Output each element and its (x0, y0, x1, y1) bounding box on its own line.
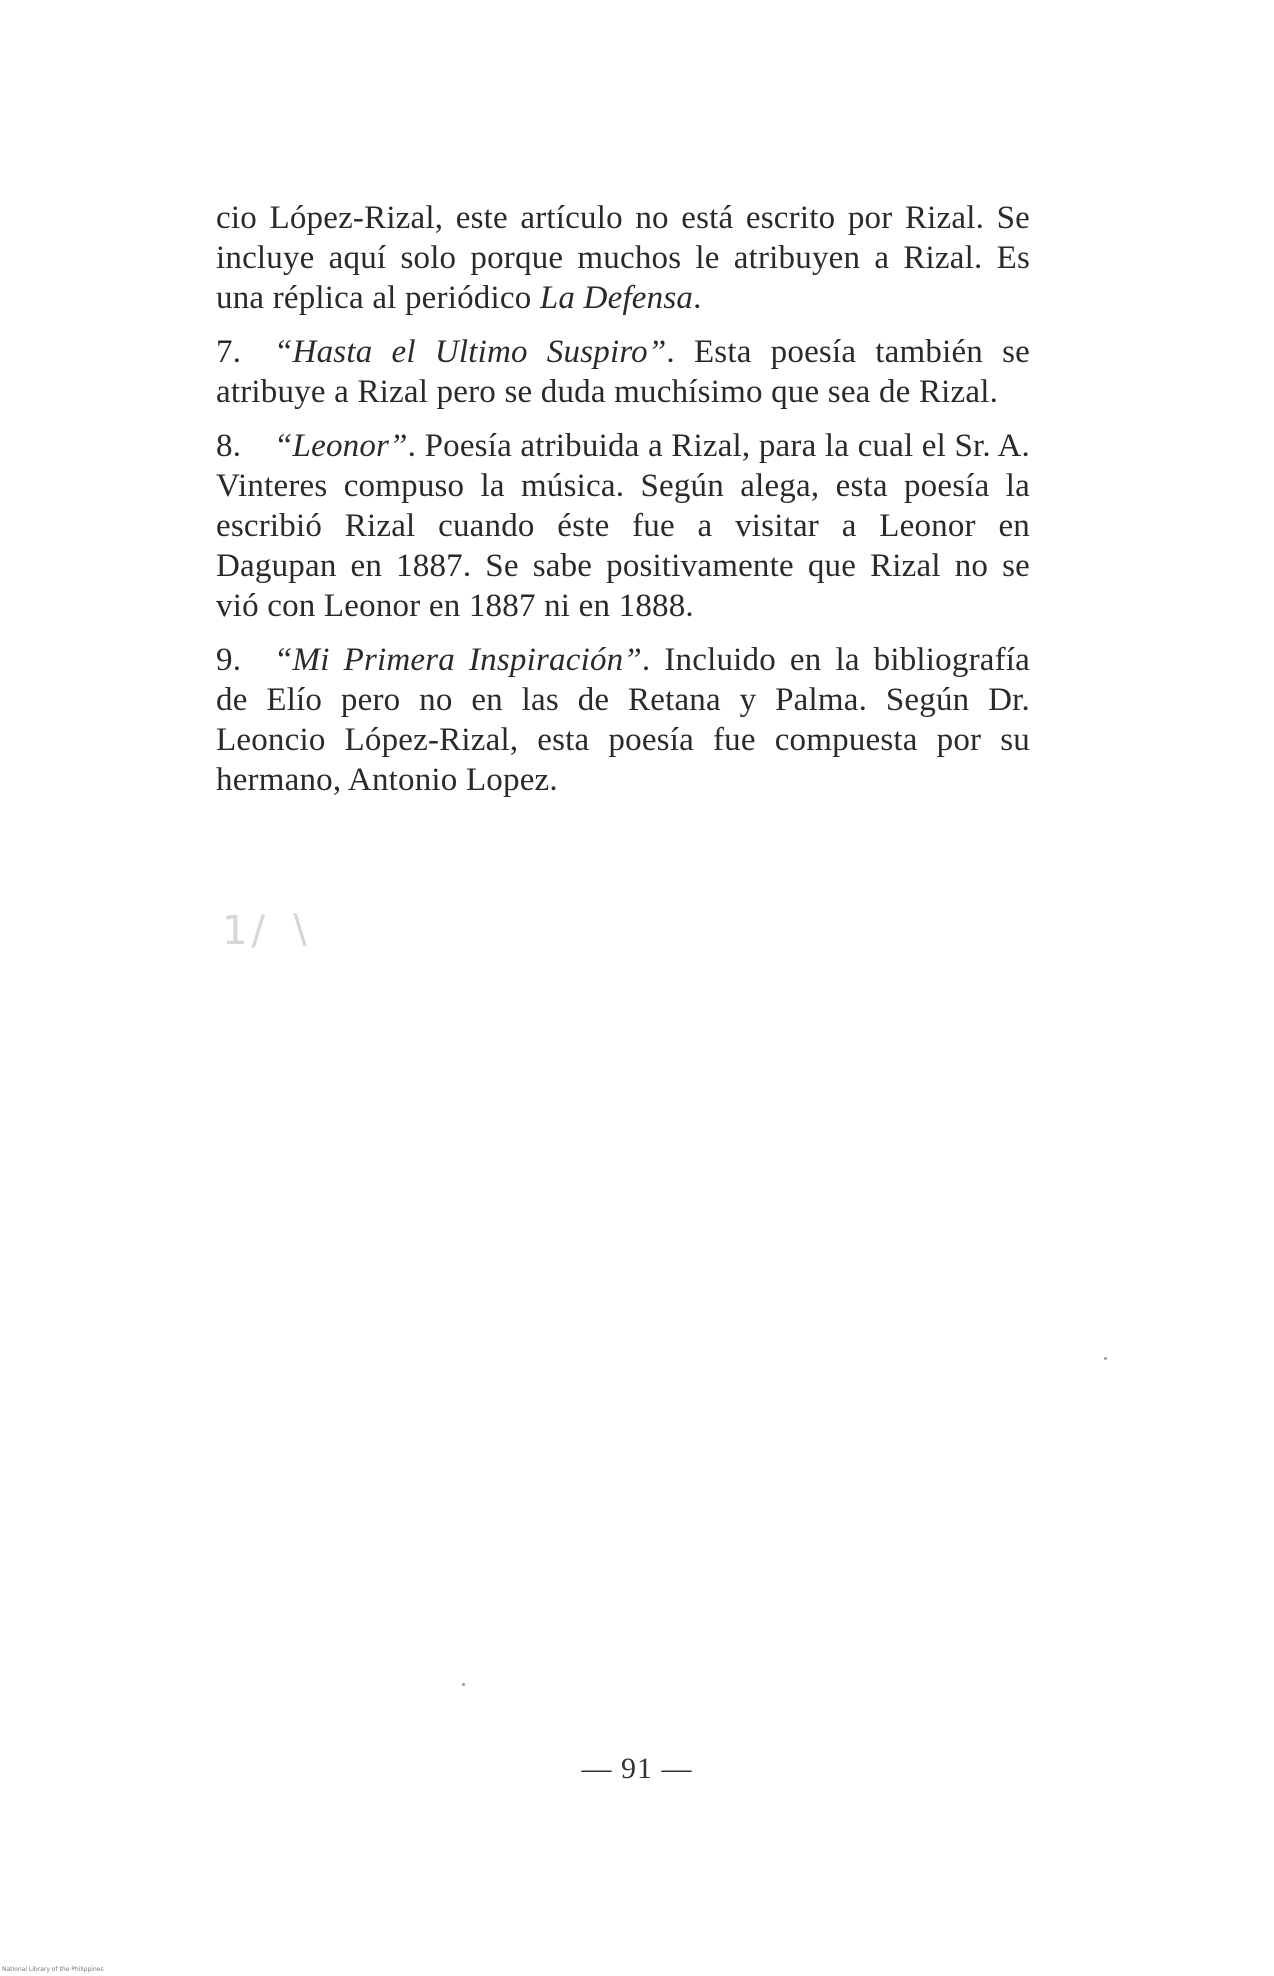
intro-end: . (693, 280, 702, 316)
body-text (216, 198, 1030, 814)
page-number: — 91 — (581, 1752, 693, 1785)
paper-speck (1104, 1357, 1107, 1360)
list-item-9 (216, 640, 1030, 800)
pencil-mark: 1/ ∖ (222, 908, 316, 954)
intro-text: cio López-Rizal, este artículo no está escrito por Rizal. Se incluye aquí solo porque muchos le atribuyen a Rizal. Es una réplica al periódico (216, 200, 1030, 316)
paper-speck (462, 1683, 465, 1686)
item-number: 8. (216, 428, 242, 464)
item-number: 9. (216, 642, 242, 678)
item-number: 7. (216, 334, 242, 370)
item-description: . Incluido en la bibliografía de Elío pero no en las de Retana y Palma. Según Dr. Leoncio López-Rizal, esta poesía fue compuesta por su hermano, Antonio Lopez. (216, 642, 1031, 798)
footer-credit: National Library of the Philippines (2, 1966, 104, 1973)
poem-title: “Mi Primera Inspiración” (274, 642, 642, 678)
poem-title: “Leonor” (274, 428, 408, 464)
newspaper-title: La Defensa (539, 280, 694, 316)
list-item-7 (216, 332, 1030, 412)
item-description: . Poesía atribuida a Rizal, para la cual el Sr. A. Vinteres compuso la música. Según alega, esta poesía la escribió Rizal cuando éste fue a visitar a Leonor en Dagupan en 1887. Se sabe positivamente que Rizal no se vió con Leonor en 1887 ni en 1888. (216, 428, 1030, 624)
intro-paragraph (216, 198, 1030, 318)
item-description: . Esta poesía también se atribuye a Rizal pero se duda muchísimo que sea de Rizal. (216, 334, 1030, 410)
list-item-8 (216, 426, 1030, 626)
poem-title: “Hasta el Ultimo Suspiro” (274, 334, 667, 370)
